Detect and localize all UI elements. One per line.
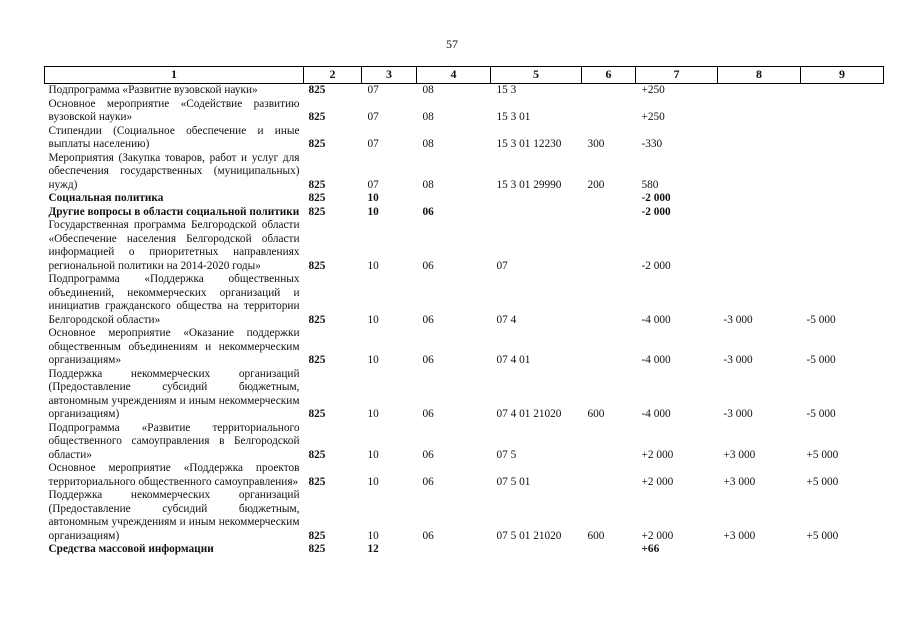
column-header: 5 — [491, 67, 582, 84]
row-expense-type — [582, 462, 636, 489]
row-section: 10 — [367, 529, 379, 542]
table-row — [45, 489, 884, 543]
table-row — [45, 368, 884, 422]
row-amount-1: -2 000 — [641, 259, 671, 272]
row-amount-1: +2 000 — [641, 529, 674, 542]
row-amount-2: +3 000 — [723, 529, 756, 542]
row-section: 10 — [367, 408, 379, 420]
row-target-article: 15 3 — [496, 84, 517, 96]
row-amount-2 — [718, 152, 801, 193]
row-target-article: 07 4 01 — [496, 354, 531, 366]
row-amount-3 — [801, 152, 884, 193]
row-amount-2: +3 000 — [723, 475, 756, 488]
row-name: Подпрограмма «Поддержка общественных объединений, некоммерческих организаций и инициатив гражданского общества на территории Белгородской области» — [48, 273, 300, 326]
row-subsection: 06 — [422, 448, 434, 461]
row-code: 825 — [308, 259, 326, 272]
row-section: 07 — [367, 84, 379, 96]
row-amount-1: +250 — [641, 111, 665, 123]
row-subsection: 08 — [422, 84, 434, 96]
table-row — [45, 206, 884, 220]
row-amount-3: +5 000 — [806, 529, 839, 542]
row-subsection: 06 — [422, 475, 434, 488]
column-header: 1 — [45, 67, 304, 84]
row-amount-3: +5 000 — [806, 448, 839, 461]
row-amount-3 — [801, 125, 884, 152]
row-amount-3: -5 000 — [806, 354, 836, 366]
row-amount-3: -5 000 — [806, 313, 836, 326]
table-row — [45, 543, 884, 557]
column-header: 3 — [362, 67, 417, 84]
row-target-article: 07 4 01 21020 — [496, 408, 562, 420]
row-amount-3 — [801, 192, 884, 206]
row-section: 10 — [367, 354, 379, 366]
row-amount-1: -330 — [641, 138, 663, 150]
row-name: Поддержка некоммерческих организаций (Предоставление субсидий бюджетным, автономным учреждениям и иным некоммерческим организациям) — [48, 367, 300, 420]
row-amount-3 — [801, 219, 884, 273]
row-expense-type: 600 — [587, 529, 605, 542]
row-amount-3: +5 000 — [806, 475, 839, 488]
row-section: 12 — [367, 543, 379, 555]
column-header: 4 — [417, 67, 491, 84]
row-target-article — [491, 543, 582, 557]
row-expense-type: 200 — [587, 178, 605, 191]
row-code: 825 — [308, 178, 326, 191]
row-code: 825 — [308, 475, 326, 488]
row-amount-1: -4 000 — [641, 408, 671, 420]
row-amount-2: -3 000 — [723, 408, 753, 420]
row-section: 10 — [367, 448, 379, 461]
row-expense-type: 600 — [587, 408, 605, 420]
table-row — [45, 422, 884, 463]
row-code: 825 — [308, 84, 326, 96]
row-code: 825 — [308, 205, 326, 218]
row-amount-3 — [801, 206, 884, 220]
row-subsection: 06 — [422, 529, 434, 542]
row-amount-1: -4 000 — [641, 313, 671, 326]
row-amount-1: +2 000 — [641, 448, 674, 461]
row-amount-3 — [801, 84, 884, 98]
row-section: 10 — [367, 192, 379, 204]
row-expense-type — [582, 543, 636, 557]
row-amount-1: -4 000 — [641, 354, 671, 366]
row-amount-3 — [801, 543, 884, 557]
row-section: 10 — [367, 313, 379, 326]
row-name: Основное мероприятие «Оказание поддержки общественным объединениям и некоммерческим организациям» — [48, 327, 300, 366]
page-number: 57 — [446, 37, 458, 51]
row-subsection — [417, 192, 491, 206]
row-amount-1: -2 000 — [641, 205, 671, 218]
row-name: Государственная программа Белгородской области «Обеспечение населения Белгородской области информацией о приоритетных направлениях региональной политики на 2014-2020 годы» — [48, 219, 300, 272]
row-amount-2 — [718, 125, 801, 152]
row-amount-2 — [718, 543, 801, 557]
row-name: Основное мероприятие «Содействие развитию вузовской науки» — [48, 97, 300, 123]
row-amount-1: +66 — [641, 543, 660, 555]
row-target-article: 07 — [496, 259, 508, 272]
row-name: Подпрограмма «Развитие территориального общественного самоуправления в Белгородской области» — [48, 421, 300, 461]
row-subsection — [417, 543, 491, 557]
row-code: 825 — [308, 408, 326, 420]
table-row — [45, 152, 884, 193]
row-amount-2 — [718, 98, 801, 125]
row-name: Социальная политика — [48, 192, 164, 204]
row-amount-1: 580 — [641, 178, 659, 191]
header-row — [45, 67, 884, 84]
row-amount-2: +3 000 — [723, 448, 756, 461]
row-section: 07 — [367, 178, 379, 191]
row-subsection: 06 — [422, 313, 434, 326]
row-amount-2 — [718, 206, 801, 220]
row-amount-2: -3 000 — [723, 354, 753, 366]
row-target-article: 15 3 01 12230 — [496, 138, 562, 150]
row-subsection: 08 — [422, 178, 434, 191]
row-code: 825 — [308, 448, 326, 461]
row-target-article — [491, 206, 582, 220]
row-name: Подпрограмма «Развитие вузовской науки» — [48, 84, 258, 96]
row-target-article — [491, 192, 582, 206]
row-expense-type — [582, 273, 636, 327]
column-header: 7 — [636, 67, 718, 84]
row-name: Стипендии (Социальное обеспечение и иные выплаты населению) — [48, 124, 300, 150]
row-section: 10 — [367, 205, 379, 218]
table-row — [45, 462, 884, 489]
row-subsection: 06 — [422, 259, 434, 272]
row-expense-type — [582, 219, 636, 273]
table-row — [45, 84, 884, 98]
row-expense-type — [582, 98, 636, 125]
row-expense-type — [582, 422, 636, 463]
row-name: Поддержка некоммерческих организаций (Предоставление субсидий бюджетным, автономным учреждениям и иным некоммерческим организациям) — [48, 489, 300, 542]
row-amount-2 — [718, 219, 801, 273]
row-code: 825 — [308, 111, 326, 123]
table-row — [45, 98, 884, 125]
row-code: 825 — [308, 529, 326, 542]
table-row — [45, 192, 884, 206]
table-row — [45, 219, 884, 273]
row-amount-2: -3 000 — [723, 313, 753, 326]
column-header: 9 — [801, 67, 884, 84]
row-section: 10 — [367, 475, 379, 488]
column-header: 8 — [718, 67, 801, 84]
row-expense-type: 300 — [587, 138, 605, 150]
row-subsection: 06 — [422, 408, 434, 420]
row-name: Основное мероприятие «Поддержка проектов территориального общественного самоуправления» — [48, 462, 300, 488]
row-code: 825 — [308, 313, 326, 326]
row-amount-1: -2 000 — [641, 192, 671, 204]
row-target-article: 15 3 01 — [496, 111, 531, 123]
row-code: 825 — [308, 354, 326, 366]
row-expense-type — [582, 206, 636, 220]
table-row — [45, 273, 884, 327]
row-name: Мероприятия (Закупка товаров, работ и услуг для обеспечения государственных (муниципальных) нужд) — [48, 151, 300, 191]
row-code: 825 — [308, 192, 326, 204]
row-expense-type — [582, 192, 636, 206]
row-subsection: 06 — [422, 205, 434, 218]
row-name: Средства массовой информации — [48, 543, 214, 555]
row-code: 825 — [308, 138, 326, 150]
table-body — [45, 84, 884, 557]
row-target-article: 07 5 01 — [496, 475, 531, 488]
column-header: 6 — [582, 67, 636, 84]
row-name: Другие вопросы в области социальной политики — [48, 205, 300, 218]
row-section: 10 — [367, 259, 379, 272]
row-subsection: 06 — [422, 354, 434, 366]
row-section: 07 — [367, 138, 379, 150]
row-target-article: 07 4 — [496, 313, 517, 326]
row-expense-type — [582, 84, 636, 98]
budget-table — [44, 66, 884, 557]
row-code: 825 — [308, 543, 326, 555]
row-amount-1: +250 — [641, 84, 665, 96]
row-amount-1: +2 000 — [641, 475, 674, 488]
row-subsection: 08 — [422, 138, 434, 150]
row-amount-2 — [718, 84, 801, 98]
row-section: 07 — [367, 111, 379, 123]
row-target-article: 15 3 01 29990 — [496, 178, 562, 191]
column-header: 2 — [304, 67, 362, 84]
row-target-article: 07 5 01 21020 — [496, 529, 562, 542]
row-target-article: 07 5 — [496, 448, 517, 461]
row-subsection: 08 — [422, 111, 434, 123]
row-amount-2 — [718, 192, 801, 206]
table-row — [45, 125, 884, 152]
row-amount-3 — [801, 98, 884, 125]
table-row — [45, 327, 884, 368]
row-amount-3: -5 000 — [806, 408, 836, 420]
row-expense-type — [582, 327, 636, 368]
